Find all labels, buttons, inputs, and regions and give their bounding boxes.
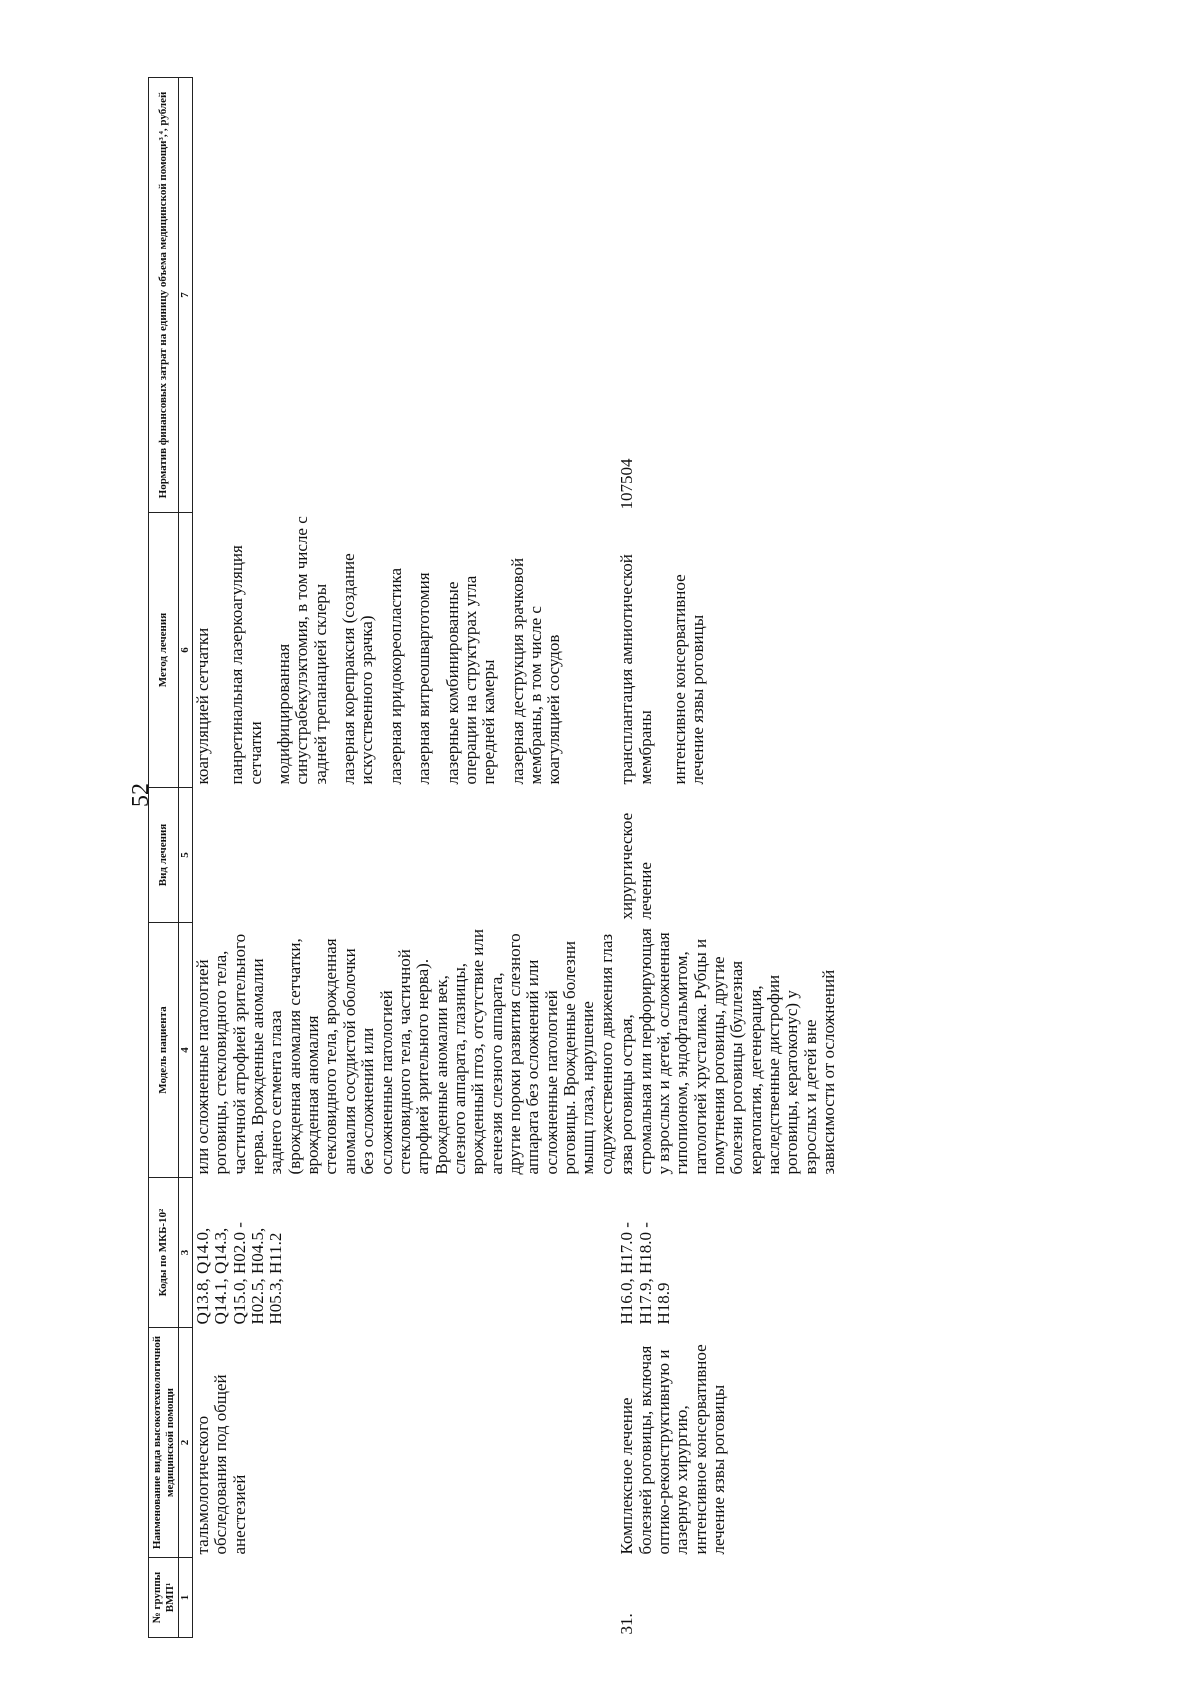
cost-value: 107504	[617, 458, 637, 510]
patient-model: или осложненные патологией роговицы, стекловидного тела, частичной атрофией зрительного нерва. Врожденные аномалии заднего сегмента глаза (врожденная аномалия сетчатки, врожденная аномалия стекловидного тела, врожденная аномалия сосудистой оболочки без осложнений или осложненные патологией стекловидного тела, частичной атрофией зрительного нерва). Врожденные аномалии век, слезного аппарата, глазницы, врожденный птоз, отсутствие или агенезия слезного аппарата, другие пороки развития слезного аппарата без осложнений или осложненные патологией роговицы. Врожденные болезни мышц глаза, нарушение содружественного движения глаз	[192, 929, 616, 1175]
method-item: лазерные комбинированные операции на структурах угла передней камеры	[442, 575, 499, 785]
method-item: лазерная иридокореопластика	[385, 567, 405, 785]
col-num-4: 4	[179, 923, 193, 1178]
treatment-methods	[617, 513, 839, 788]
method-item: интенсивное консервативное лечение язвы роговицы	[669, 574, 708, 785]
rotated-page	[148, 78, 1078, 1638]
col-num-1: 1	[179, 1558, 193, 1638]
header-model: Модель пациента	[149, 923, 179, 1178]
method-item: лазерная корепраксия (создание искусственного зрачка)	[339, 553, 377, 785]
method-item: панретинальная лазеркоагуляция сетчатки	[227, 545, 265, 785]
method-item: лазерная витреошвартотомия	[414, 572, 434, 785]
treatment-type: хирургическое лечение	[617, 812, 655, 920]
patient-model: язва роговицы острая, стромальная или перфорирующая у взрослых и детей, осложненная гипопионом, эндофтальмитом, патологией хрусталика. Рубцы и помутнения роговицы, другие болезни роговицы (буллезная кератопатия, дегенерация, наследственные дистрофии роговицы, кератоконус) у взрослых и детей вне зависимости от осложнений	[617, 928, 839, 1175]
vmp-table	[148, 77, 840, 1638]
col-num-2: 2	[179, 1328, 193, 1558]
header-method: Метод лечения	[149, 513, 179, 788]
col-num-3: 3	[179, 1178, 193, 1328]
group-number: 31.	[617, 1613, 637, 1635]
col-num-6: 6	[179, 513, 193, 788]
header-group: № группы ВМП¹	[149, 1558, 179, 1638]
header-name: Наименование вида высокотехнологичной медицинской помощи	[149, 1328, 179, 1558]
icd-codes: H16.0, H17.0 - H17.9, H18.0 - H18.9	[617, 1222, 673, 1325]
group-number	[192, 1558, 617, 1638]
header-row	[149, 78, 179, 1638]
header-codes: Коды по МКБ-10²	[149, 1178, 179, 1328]
method-item: коагуляцией сетчатки	[192, 627, 212, 785]
table-row	[617, 78, 839, 1638]
method-item: трансплантация амниотической мембраны	[617, 554, 655, 785]
method-item: модифицированная синустрабекулэктомия, в том числе с задней трепанацией склеры	[274, 516, 330, 785]
treatment-type	[192, 788, 617, 923]
method-item: лазерная деструкция зрачковой мембраны, в том числе с коагуляцией сосудов	[507, 557, 564, 785]
col-num-7: 7	[179, 78, 193, 513]
vmp-name: Комплексное лечение болезней роговицы, включая оптико-реконструктивную и лазерную хирургию, интенсивное консервативное лечение язвы роговицы	[617, 1344, 728, 1555]
header-cost: Норматив финансовых затрат на единицу объема медицинской помощи³,⁴, рублей	[149, 78, 179, 513]
cost-value	[192, 78, 617, 513]
column-number-row	[179, 78, 193, 1638]
header-treatment: Вид лечения	[149, 788, 179, 923]
col-num-5: 5	[179, 788, 193, 923]
vmp-name: тальмологического обследования под общей анестезией	[192, 1374, 249, 1555]
icd-codes: Q13.8, Q14.0, Q14.1, Q14.3, Q15.0, H02.0 - H02.5, H04.5, H05.3, H11.2	[192, 1222, 286, 1325]
page-number: 52	[128, 783, 154, 807]
treatment-methods	[192, 513, 617, 788]
table-row	[192, 78, 617, 1638]
